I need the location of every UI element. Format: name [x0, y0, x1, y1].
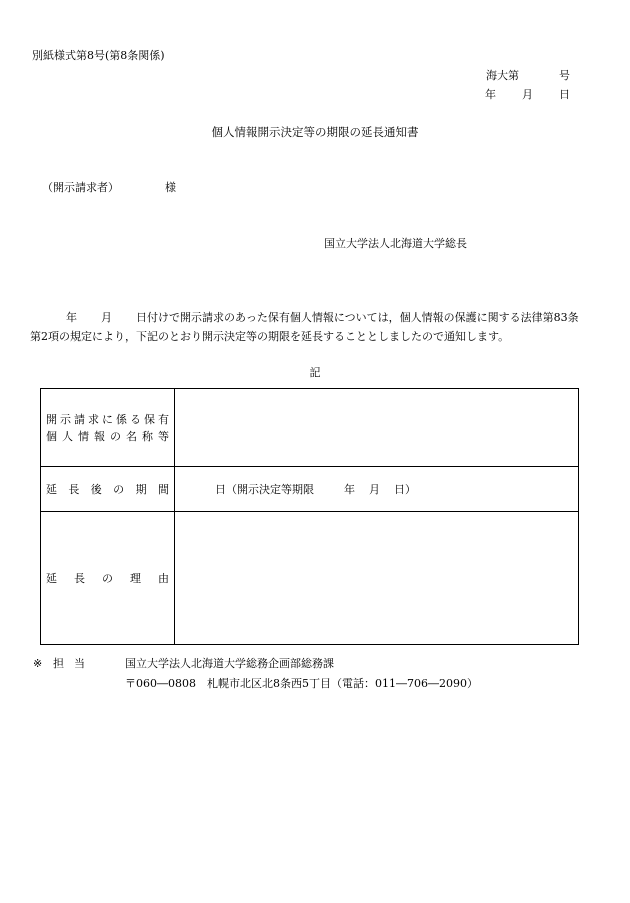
extended-period-year: 年 — [344, 483, 355, 497]
document-number-prefix: 海大第 — [486, 69, 519, 82]
contact-mark: ※ — [33, 657, 43, 670]
document-title: 個人情報開示決定等の期限の延長通知書 — [211, 125, 419, 139]
contact-department: 国立大学法人北海道大学総務企画部総務課 — [125, 657, 334, 670]
extended-period-value[interactable] — [175, 467, 579, 512]
contact-label: 担当 — [53, 657, 95, 670]
body-text: 日付けで開示請求のあった保有個人情報については，個人情報の保護に関する法律第83条第2項の規定により，下記のとおり開示決定等の期限を延長することとしましたので通知します。 — [30, 311, 579, 343]
document-date — [485, 89, 570, 100]
document-number-suffix: 号 — [559, 69, 570, 82]
extended-period-deadline-open: （開示決定等期限 — [226, 483, 314, 497]
contact-address: 〒060―0808 札幌市北区北8条西5丁目（電話：011―706―2090） — [125, 677, 478, 690]
detail-table — [40, 388, 579, 645]
table-row-extension-reason — [41, 512, 579, 645]
addressee-honorific: 様 — [165, 181, 176, 194]
addressee-label: （開示請求者） — [42, 181, 119, 194]
body-paragraph — [30, 308, 586, 346]
table-row-information-name — [41, 389, 579, 467]
document-date-month: 月 — [522, 88, 533, 101]
extended-period-month: 月 — [369, 483, 380, 497]
information-name-label-line1: 開 示 請 求 に 係 る 保 有 — [46, 412, 169, 426]
extended-period-day-close: 日） — [394, 483, 416, 497]
information-name-label-line2: 個 人 情 報 の 名 称 等 — [46, 429, 169, 443]
document-date-year: 年 — [485, 88, 496, 101]
body-month: 月 — [101, 311, 112, 324]
form-number: 別紙様式第8号(第8条関係) — [32, 49, 165, 62]
extended-period-day: 日 — [215, 483, 226, 497]
body-year: 年 — [66, 311, 77, 324]
information-name-label — [41, 389, 175, 467]
table-row-extended-period — [41, 467, 579, 512]
document-date-day: 日 — [559, 88, 570, 101]
extension-reason-label: 延 長 の 理 由 — [41, 512, 175, 645]
extension-reason-value[interactable] — [175, 512, 579, 645]
sender-name: 国立大学法人北海道大学総長 — [324, 237, 467, 250]
document-number — [486, 70, 570, 81]
information-name-value[interactable] — [175, 389, 579, 467]
extended-period-label: 延 長 後 の 期 間 — [41, 467, 175, 512]
addressee — [42, 182, 176, 193]
ki-heading: 記 — [309, 366, 321, 379]
